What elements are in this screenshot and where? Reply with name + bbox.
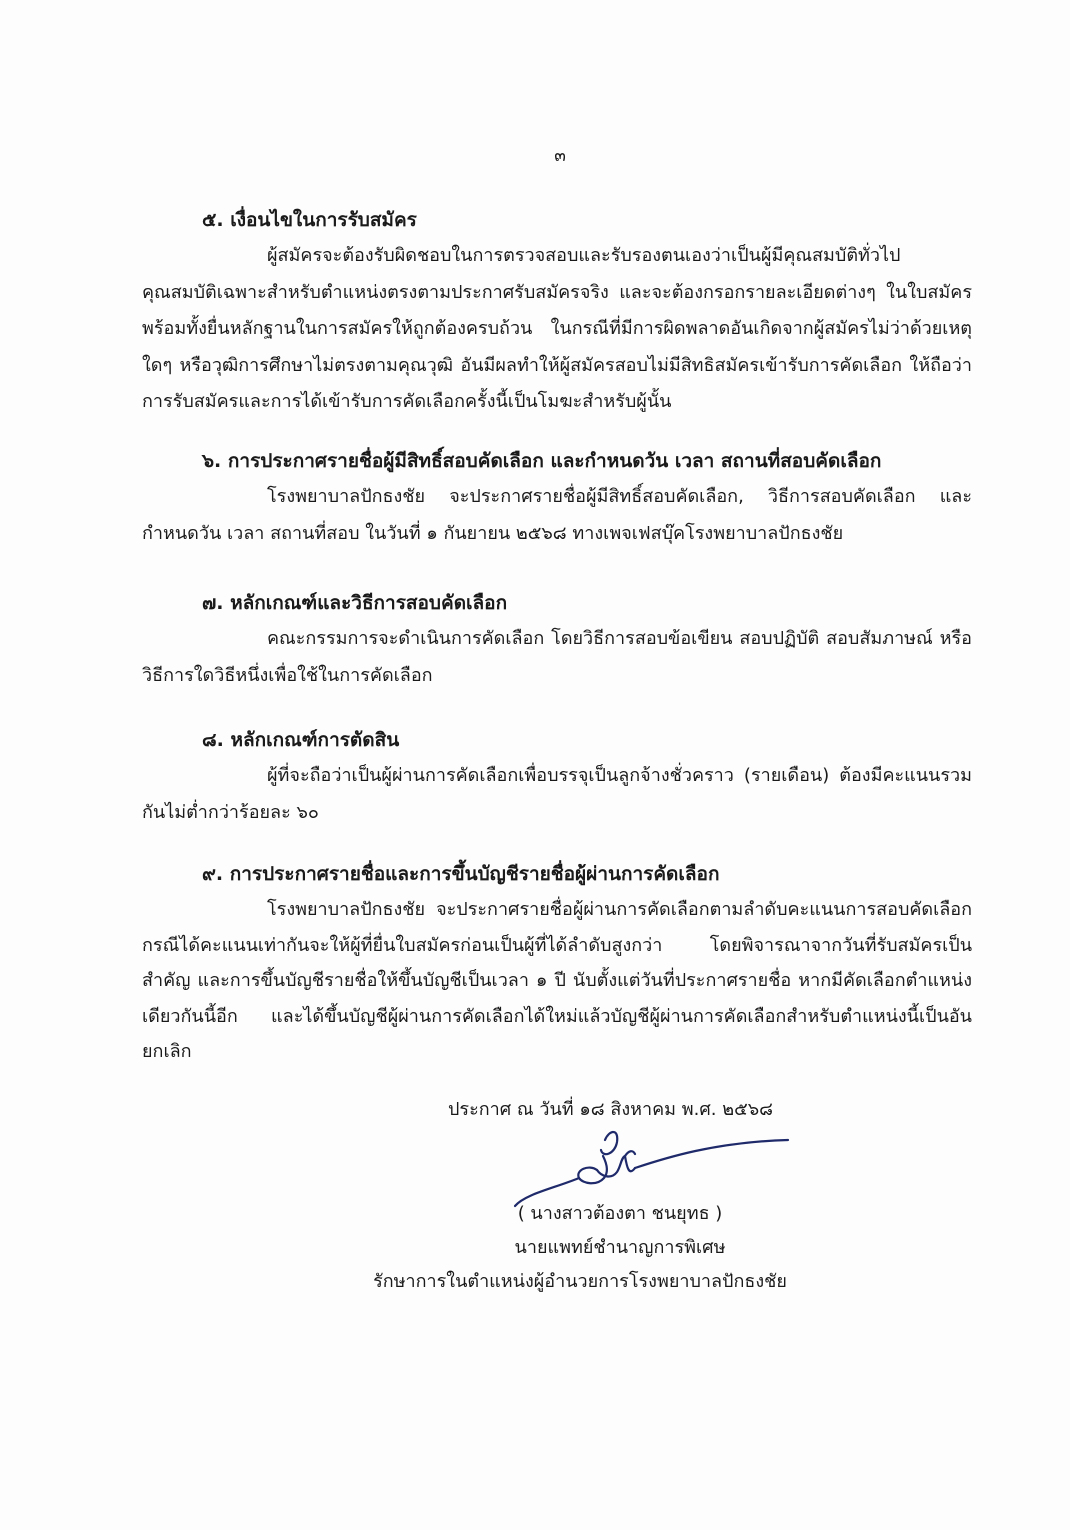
announcement-date: ประกาศ ณ วันที่ ๑๘ สิงหาคม พ.ศ. ๒๕๖๘ [448, 1099, 774, 1120]
section-judging-criteria [142, 722, 972, 831]
section-heading: ๙. การประกาศรายชื่อและการขึ้นบัญชีรายชื่อผู้ผ่านการคัดเลือก [202, 863, 720, 885]
section-heading: ๖. การประกาศรายชื่อผู้มีสิทธิ์สอบคัดเลือก และกำหนดวัน เวลา สถานที่สอบคัดเลือก [202, 450, 882, 472]
page-number: ๓ [554, 146, 566, 166]
section-body: ผู้ที่จะถือว่าเป็นผู้ผ่านการคัดเลือกเพื่อบรรจุเป็นลูกจ้างชั่วคราว (รายเดือน) ต้องมีคะแนนรวมกันไม่ต่ำกว่าร้อยละ ๖๐ [142, 765, 972, 823]
signatory-name: ( นางสาวต้องตา ชนยุทธ ) [517, 1203, 723, 1224]
signature-stroke [601, 1132, 617, 1154]
signatory-acting-position: รักษาการในตำแหน่งผู้อำนวยการโรงพยาบาลปักธงชัย [373, 1271, 787, 1292]
section-candidate-announcement [142, 443, 972, 552]
section-selection-method [142, 585, 972, 694]
section-heading: ๘. หลักเกณฑ์การตัดสิน [202, 729, 400, 751]
section-body: โรงพยาบาลปักธงชัย จะประกาศรายชื่อผู้มีสิทธิ์สอบคัดเลือก, วิธีการสอบคัดเลือก และกำหนดวัน เวลา สถานที่สอบ ในวันที่ ๑ กันยายน ๒๕๖๘ ทางเพจเฟสบุ๊คโรงพยาบาลปักธงชัย [142, 486, 972, 544]
signatory-title: นายแพทย์ชำนาญการพิเศษ [514, 1237, 726, 1258]
signature-stroke [625, 1151, 635, 1156]
signature-strokes [515, 1132, 788, 1206]
section-body: ผู้สมัครจะต้องรับผิดชอบในการตรวจสอบและรับรองตนเองว่าเป็นผู้มีคุณสมบัติทั่วไป คุณสมบัติเฉพาะสำหรับตำแหน่งตรงตามประกาศรับสมัครจริง และจะต้องกรอกรายละเอียดต่างๆ ในใบสมัครพร้อมทั้งยื่นหลักฐานในการสมัครให้ถูกต้องครบถ้วน ในกรณีที่มีการผิดพลาดอันเกิดจากผู้สมัครไม่ว่าด้วยเหตุใดๆ หรือวุฒิการศึกษาไม่ตรงตามคุณวุฒิ อันมีผลทำให้ผู้สมัครสอบไม่มีสิทธิสมัครเข้ารับการคัดเลือก ให้ถือว่าการรับสมัครและการได้เข้ารับการคัดเลือกครั้งนี้เป็นโมฆะสำหรับผู้นั้น [142, 245, 972, 412]
signature-stroke [635, 1140, 788, 1168]
section-body: คณะกรรมการจะดำเนินการคัดเลือก โดยวิธีการสอบข้อเขียน สอบปฏิบัติ สอบสัมภาษณ์ หรือวิธีการใดวิธีหนึ่งเพื่อใช้ในการคัดเลือก [142, 628, 972, 686]
section-body: โรงพยาบาลปักธงชัย จะประกาศรายชื่อผู้ผ่านการคัดเลือกตามลำดับคะแนนการสอบคัดเลือก กรณีได้คะแนนเท่ากันจะให้ผู้ที่ยื่นใบสมัครก่อนเป็นผู้ที่ได้ลำดับสูงกว่า โดยพิจารณาจากวันที่รับสมัครเป็นสำคัญ และการขึ้นบัญชีรายชื่อให้ขึ้นบัญชีเป็นเวลา ๑ ปี นับตั้งแต่วันที่ประกาศรายชื่อ หากมีคัดเลือกตำแหน่งเดียวกันนี้อีก และได้ขึ้นบัญชีผู้ผ่านการคัดเลือกได้ใหม่แล้วบัญชีผู้ผ่านการคัดเลือกสำหรับตำแหน่งนี้เป็นอันยกเลิก [142, 899, 972, 1062]
handwritten-signature [505, 1120, 805, 1210]
section-heading: ๗. หลักเกณฑ์และวิธีการสอบคัดเลือก [202, 592, 508, 614]
section-conditions [142, 202, 972, 421]
signature-stroke [597, 1156, 635, 1176]
signature-stroke [578, 1156, 607, 1183]
section-heading: ๕. เงื่อนไขในการรับสมัคร [202, 209, 417, 231]
section-results-list [142, 856, 972, 1070]
